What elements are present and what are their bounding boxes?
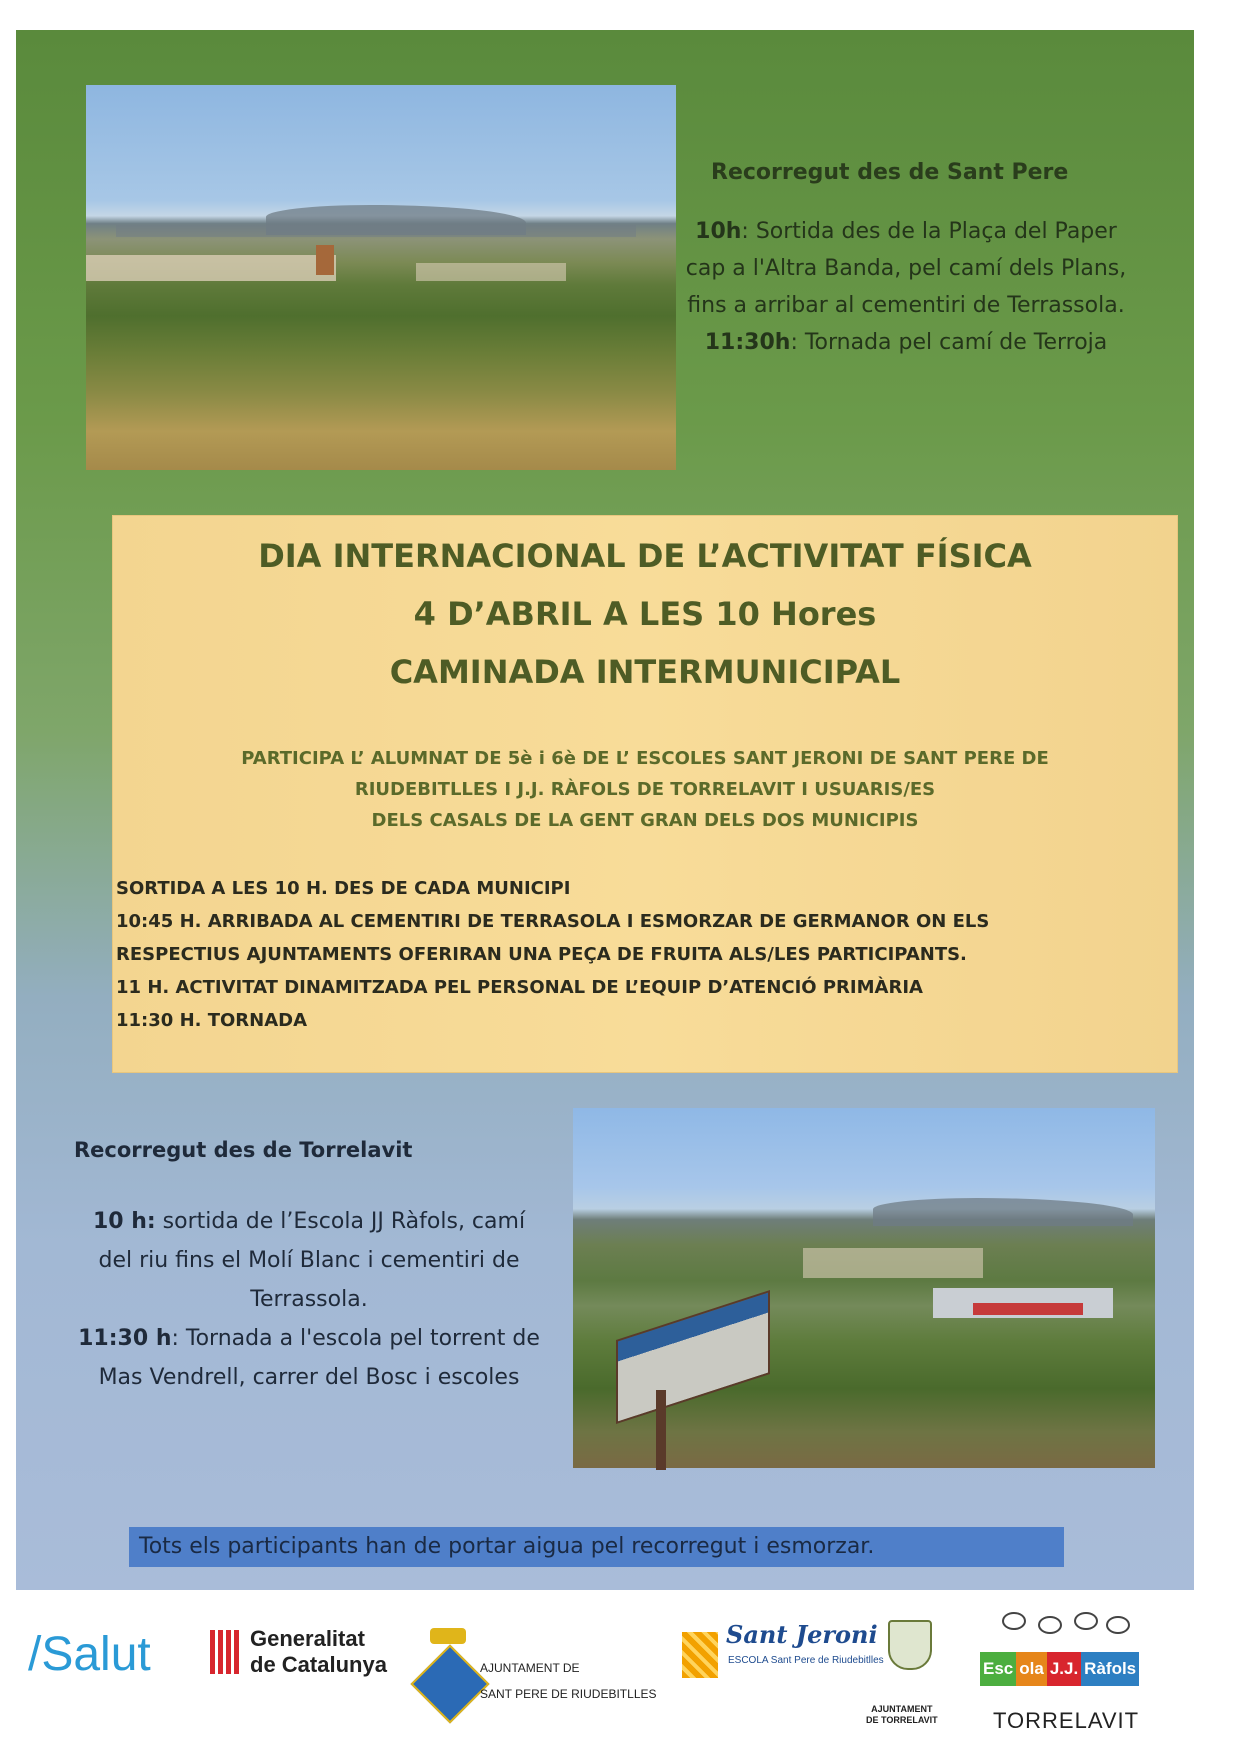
escola-city-text: TORRELAVIT: [993, 1708, 1140, 1733]
route-sant-pere-text-2: : Tornada pel camí de Terroja: [790, 330, 1108, 355]
route-sant-pere-time-2: 11:30h: [704, 330, 791, 355]
route-torrelavit-text-1: sortida de l’Escola JJ Ràfols, camí del riu fins el Molí Blanc i cementiri de Terrassola.: [98, 1209, 526, 1312]
torrelavit-ajt-line-1: AJUNTAMENT: [871, 1704, 933, 1714]
route-torrelavit-time-2: 11:30 h: [78, 1326, 172, 1351]
route-sant-pere-step-1: [681, 213, 1131, 324]
participants-line: RIUDEBITLLES I J.J. RÀFOLS DE TORRELAVIT I USUARIS/ES: [354, 779, 936, 800]
escola-jj-rafols-logo: [980, 1652, 1139, 1686]
escola-part: Ràfols: [1081, 1652, 1139, 1686]
schedule-line: 11:30 H. TORNADA: [116, 1010, 308, 1031]
generalitat-flag-icon: [210, 1630, 240, 1674]
route-torrelavit-step-1: [74, 1202, 544, 1319]
escola-part: J.J.: [1047, 1652, 1081, 1686]
event-title-line: DIA INTERNACIONAL DE L’ACTIVITAT FÍSICA: [258, 537, 1032, 575]
event-title-line: CAMINADA INTERMUNICIPAL: [389, 653, 901, 691]
route-sant-pere: [681, 160, 1131, 361]
escola-bubbles-icon: [1002, 1612, 1142, 1642]
sant-pere-line-2: SANT PERE DE RIUDEBITLLES: [480, 1687, 657, 1701]
participants-text: [112, 743, 1178, 836]
schedule-line: 11 H. ACTIVITAT DINAMITZADA PEL PERSONAL DE L’EQUIP D’ATENCIÓ PRIMÀRIA: [116, 977, 923, 998]
sant-jeroni-logo-text: Sant Jeroni: [726, 1620, 878, 1649]
sant-pere-line-1: AJUNTAMENT DE: [480, 1661, 580, 1675]
sponsor-logos: [0, 1600, 1240, 1750]
poster-background: [16, 30, 1194, 1590]
water-reminder: Tots els participants han de portar aigua pel recorregut i esmorzar.: [129, 1527, 1064, 1567]
torrelavit-crest-icon: [888, 1620, 932, 1670]
salut-logo: /Salut: [28, 1628, 151, 1681]
event-schedule: [116, 872, 1178, 1037]
route-torrelavit-step-2: [74, 1319, 544, 1397]
route-torrelavit-time-1: 10 h:: [92, 1209, 156, 1234]
torrelavit-ajt-line-2: DE TORRELAVIT: [866, 1715, 938, 1725]
route-torrelavit-heading: Recorregut des de Torrelavit: [74, 1138, 413, 1162]
route-sant-pere-heading: Recorregut des de Sant Pere: [711, 160, 1069, 185]
torrelavit-ajuntament-text: [866, 1704, 938, 1726]
generalitat-line-2: de Catalunya: [250, 1652, 387, 1677]
schedule-line: SORTIDA A LES 10 H. DES DE CADA MUNICIPI: [116, 878, 571, 899]
sign-post: [656, 1390, 666, 1470]
sant-jeroni-subtitle: ESCOLA Sant Pere de Riudebitlles: [728, 1655, 884, 1666]
sant-jeroni-mark-icon: [682, 1632, 718, 1678]
sant-pere-logo-text: [480, 1655, 657, 1707]
schedule-line: RESPECTIUS AJUNTAMENTS OFERIRAN UNA PEÇA DE FRUITA ALS/LES PARTICIPANTS.: [116, 944, 967, 965]
sant-pere-crest-icon: [418, 1628, 478, 1708]
generalitat-line-1: Generalitat: [250, 1626, 365, 1651]
participants-line: PARTICIPA L’ ALUMNAT DE 5è i 6è DE L’ ESCOLES SANT JERONI DE SANT PERE DE: [241, 748, 1049, 769]
route-sant-pere-step-2: [681, 324, 1131, 361]
event-title-line: 4 D’ABRIL A LES 10 Hores: [413, 595, 877, 633]
schedule-line: 10:45 H. ARRIBADA AL CEMENTIRI DE TERRASOLA I ESMORZAR DE GERMANOR ON ELS: [116, 911, 990, 932]
escola-part: Esc: [980, 1652, 1016, 1686]
event-title: [112, 527, 1178, 701]
landscape-photo-sant-pere: [86, 85, 676, 470]
generalitat-logo-text: [250, 1626, 387, 1678]
route-torrelavit: [74, 1138, 544, 1397]
route-sant-pere-time-1: 10h: [695, 219, 742, 244]
participants-line: DELS CASALS DE LA GENT GRAN DELS DOS MUNICIPIS: [371, 810, 919, 831]
escola-part: ola: [1016, 1652, 1047, 1686]
event-info-panel: [112, 515, 1178, 1073]
route-sant-pere-text-1: : Sortida des de la Plaça del Paper cap a l'Altra Banda, pel camí dels Plans, fins a arribar al cementiri de Terrassola.: [685, 219, 1127, 318]
route-torrelavit-text-2: : Tornada a l'escola pel torrent de Mas Vendrell, carrer del Bosc i escoles: [98, 1326, 540, 1390]
